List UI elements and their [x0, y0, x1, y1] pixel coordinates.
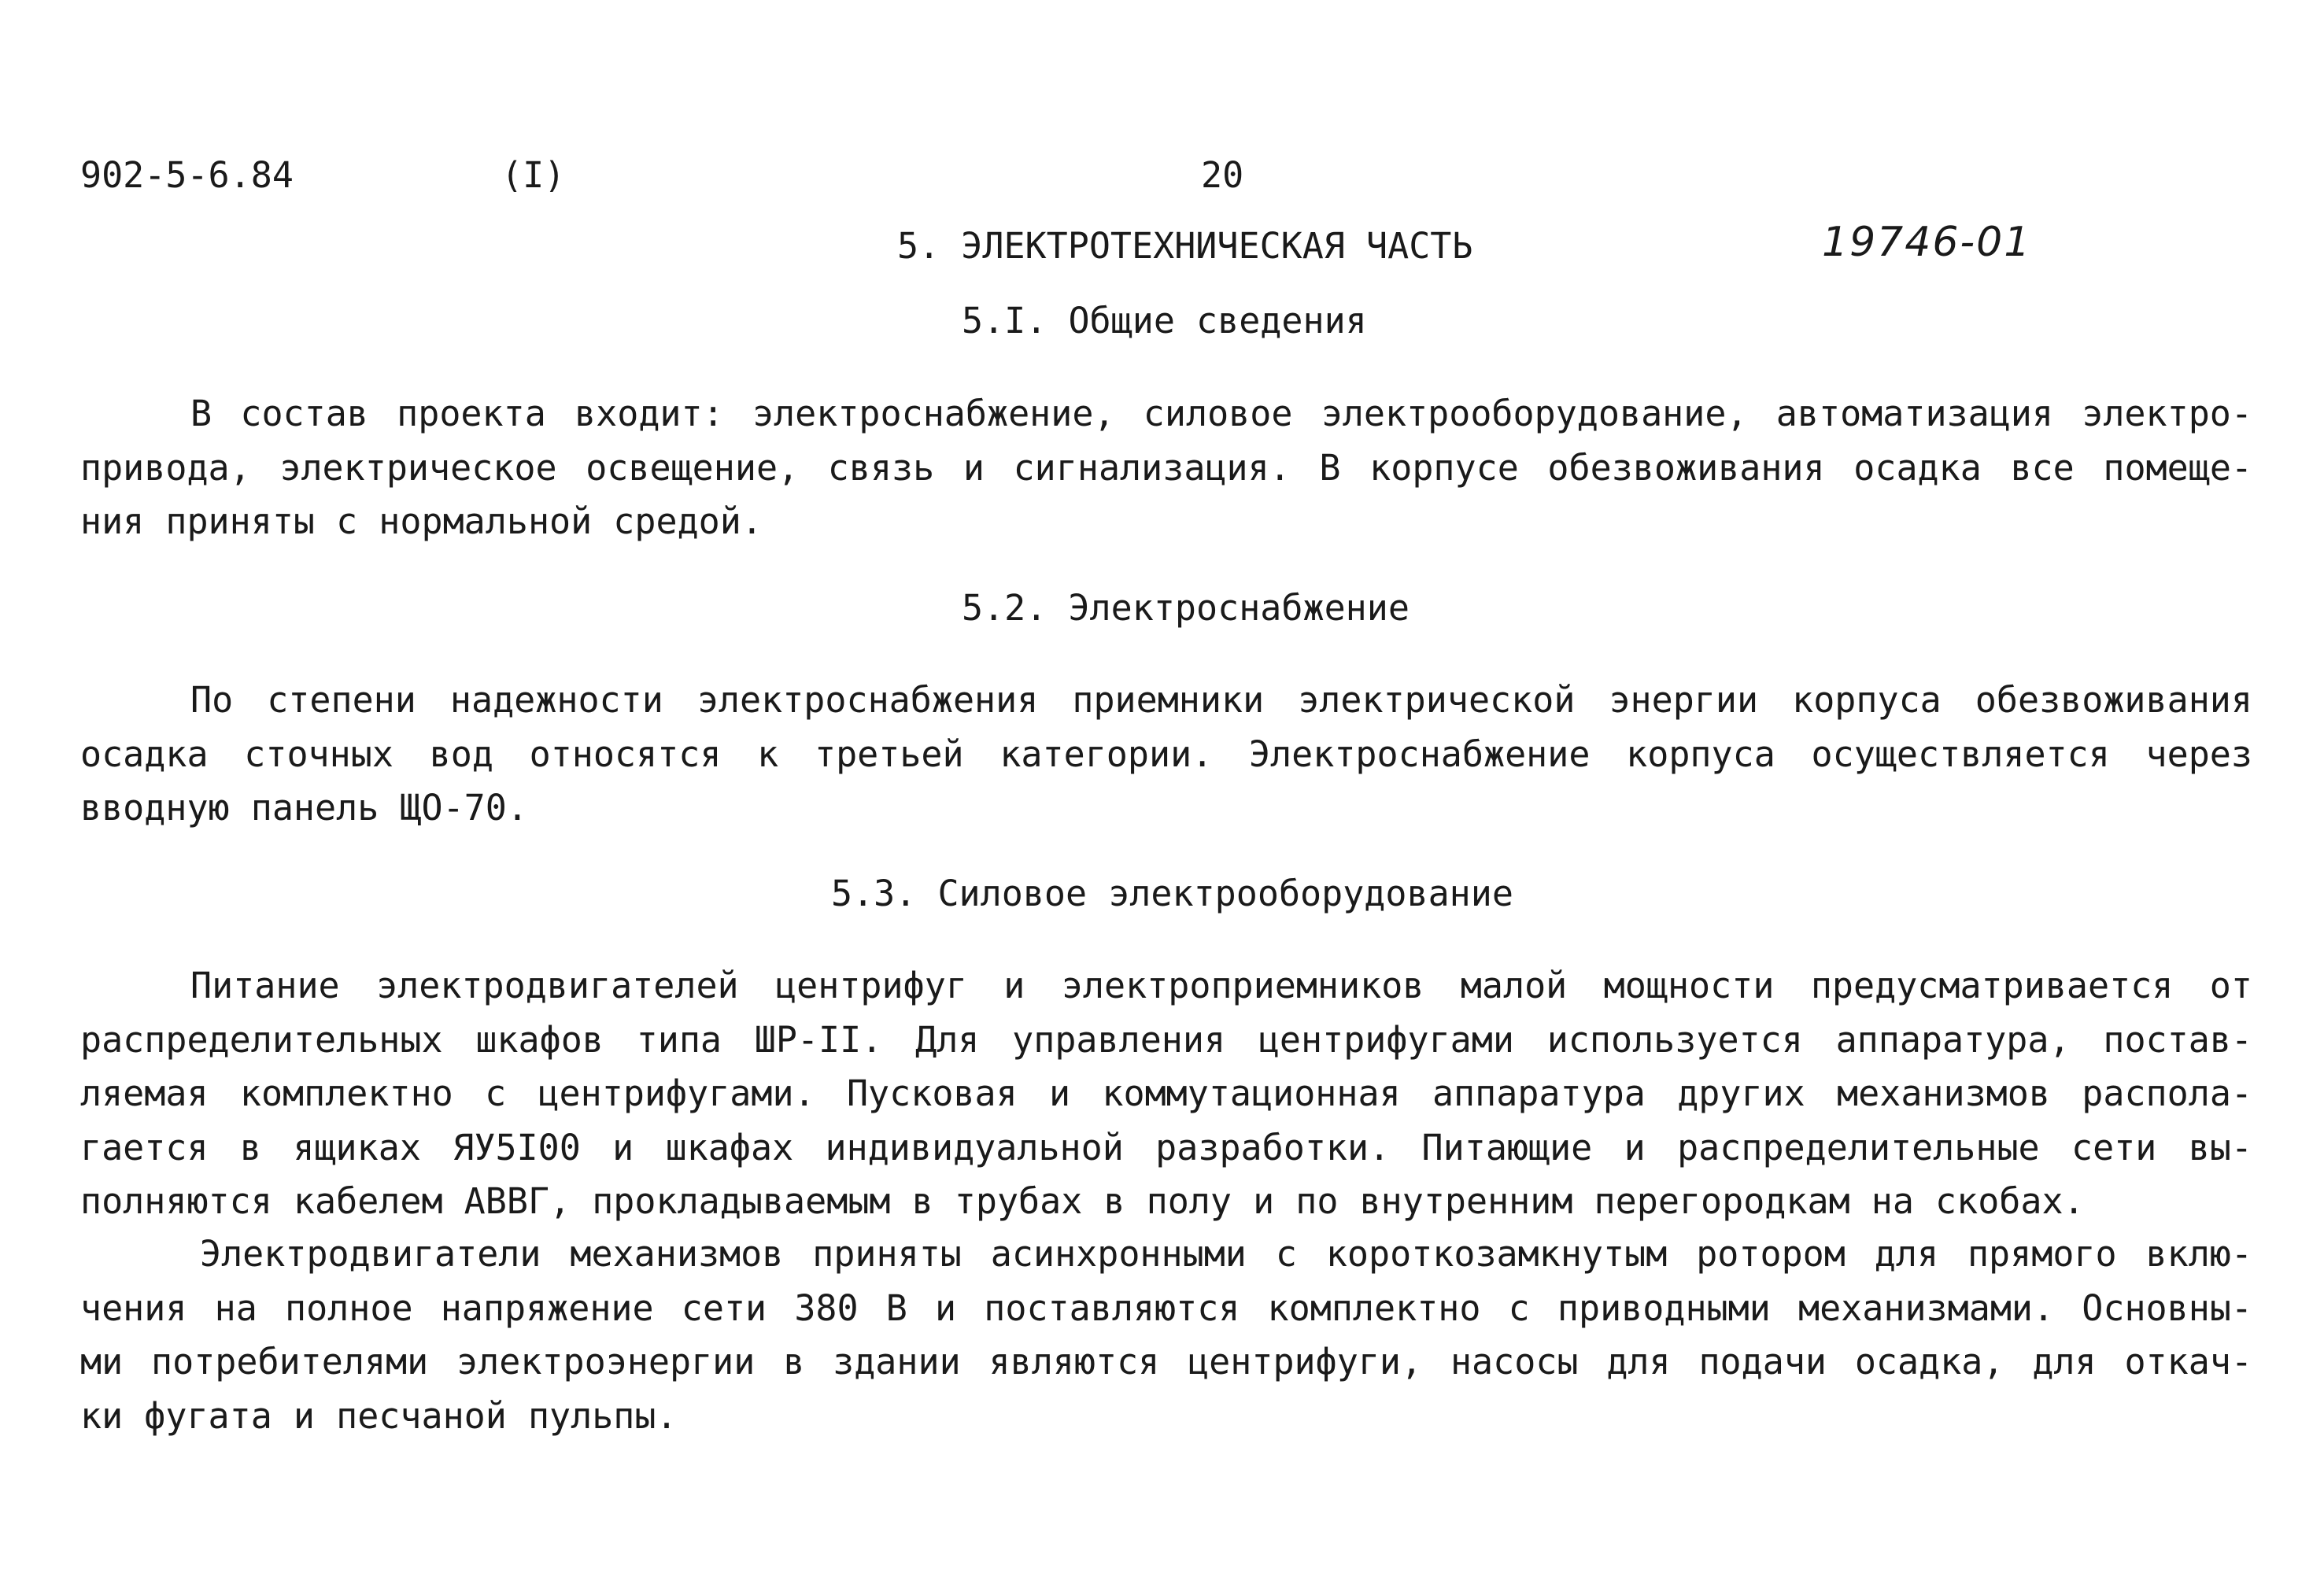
text-line: ки фугата и песчаной пульпы. [80, 1394, 678, 1437]
text-line: В состав проекта входит: электроснабжение, силовое электрооборудование, автоматизация электро- [190, 393, 2252, 434]
text-line: Питание электродвигателей центрифуг и электроприемников малой мощности предусматривается от [190, 965, 2252, 1006]
text-line: полняются кабелем АВВГ, прокладываемым в трубах в полу и по внутренним перегородкам на скобах. [80, 1180, 2085, 1222]
text-line: вводную панель ЩО-70. [80, 787, 528, 829]
text-line: гается в ящиках ЯУ5I00 и шкафах индивидуальной разработки. Питающие и распределительные сети вы- [80, 1126, 2252, 1168]
text-line: ляемая комплектно с центрифугами. Пусковая и коммутационная аппаратура других механизмов распола- [80, 1072, 2252, 1114]
text-line: ми потребителями электроэнергии в здании являются центрифуги, насосы для подачи осадка, для откач- [80, 1341, 2252, 1382]
text-line: распределительных шкафов типа ШР-II. Для управления центрифугами используется аппаратура, постав- [80, 1018, 2252, 1061]
subsection-heading-power-supply: 5.2. Электроснабжение [962, 587, 1410, 629]
subsection-heading-power-equipment: 5.3. Силовое электрооборудование [831, 873, 1513, 914]
archive-number-handwritten: 19746-01 [1822, 219, 2032, 266]
paragraph-power-equipment-2 [80, 1227, 2252, 1443]
text-line: привода, электрическое освещение, связь и сигнализация. В корпусе обезвоживания осадка все помеще- [80, 446, 2252, 489]
text-line: осадка сточных вод относятся к третьей категории. Электроснабжение корпуса осуществляется через [80, 733, 2252, 775]
page-number: 20 [1201, 154, 1244, 196]
sheet-mark: (I) [501, 154, 566, 196]
text-line: По степени надежности электроснабжения приемники электрической энергии корпуса обезвоживания [190, 679, 2252, 721]
paragraph-general [80, 387, 2252, 549]
document-code: 902-5-6.84 [80, 154, 294, 196]
subsection-heading-general: 5.I. Общие сведения [962, 300, 1367, 341]
section-title: 5. ЭЛЕКТРОТЕХНИЧЕСКАЯ ЧАСТЬ [897, 225, 1473, 267]
text-line: Электродвигатели механизмов приняты асинхронными с короткозамкнутым ротором для прямого вклю- [200, 1233, 2252, 1275]
text-line: ния приняты с нормальной средой. [80, 500, 763, 542]
paragraph-power-equipment-1 [80, 959, 2252, 1229]
text-line: чения на полное напряжение сети 380 В и поставляются комплектно с приводными механизмами. Основны- [80, 1287, 2252, 1329]
paragraph-power-supply [80, 674, 2252, 836]
